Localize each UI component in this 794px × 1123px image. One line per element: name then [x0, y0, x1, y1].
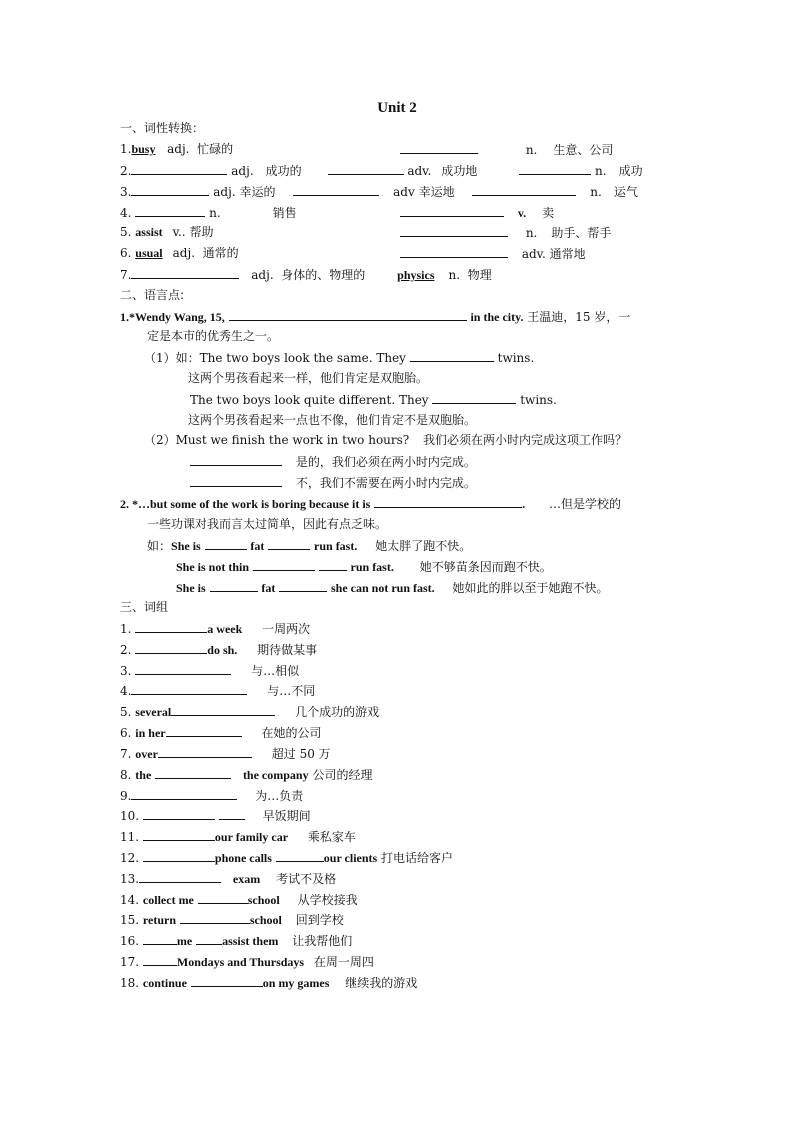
answer-blank[interactable]: [139, 870, 221, 883]
phrase-18: 18. continue on my games 继续我的游戏: [120, 976, 418, 990]
answer-blank[interactable]: [135, 641, 207, 654]
page-title: Unit 2: [377, 100, 417, 116]
phrase-8: 8. the the company 公司的经理: [120, 768, 373, 782]
answer-blank[interactable]: [155, 766, 231, 779]
answer-blank[interactable]: [219, 807, 245, 820]
answer-blank[interactable]: [276, 849, 324, 862]
answer-blank[interactable]: [131, 183, 209, 196]
rule-example-1: 如：She is fat run fast. 她太胖了跑不快。: [147, 539, 472, 553]
phrase-5: 5. several 几个成功的游戏: [120, 705, 380, 719]
answer-blank[interactable]: [171, 703, 275, 716]
answer-blank[interactable]: [180, 911, 250, 924]
phrase-11: 11. our family car 乘私家车: [120, 830, 356, 844]
part1-row-3: 3. adj. 幸运的 adv 幸运地 n. 运气: [120, 185, 638, 199]
answer-blank[interactable]: [253, 558, 315, 571]
answer-blank[interactable]: [268, 537, 310, 550]
part1-row-1-right: n. 生意、公司: [400, 141, 613, 158]
answer-blank[interactable]: [472, 183, 576, 196]
phrase-1: 1. a week 一周两次: [120, 622, 311, 636]
part1-row-6-right: adv. 通常地: [400, 245, 586, 262]
answer-blank[interactable]: [519, 162, 591, 175]
example-3-answer-no: 不，我们不需要在两小时内完成。: [190, 474, 476, 491]
answer-blank[interactable]: [135, 620, 207, 633]
part1-row-4-right: v. 卖: [400, 204, 554, 221]
answer-blank[interactable]: [131, 266, 239, 279]
answer-blank[interactable]: [205, 537, 247, 550]
answer-blank[interactable]: [131, 787, 237, 800]
part1-row-4: 4. n. 销售: [120, 206, 297, 220]
answer-blank[interactable]: [131, 682, 247, 695]
answer-blank[interactable]: [135, 662, 231, 675]
example-3-answer-yes: 是的，我们必须在两小时内完成。: [190, 453, 476, 470]
answer-blank[interactable]: [210, 579, 258, 592]
answer-blank[interactable]: [229, 308, 467, 321]
example-1-translation: 这两个男孩看起来一样，他们肯定是双胞胎。: [188, 371, 429, 385]
answer-blank[interactable]: [191, 974, 263, 987]
section-heading-1: 一、词性转换：: [120, 121, 205, 135]
phrase-15: 15. return school 回到学校: [120, 913, 344, 927]
answer-blank[interactable]: [190, 453, 282, 466]
answer-blank[interactable]: [143, 849, 215, 862]
phrase-9: 9. 为…负责: [120, 789, 304, 803]
answer-blank[interactable]: [143, 828, 215, 841]
answer-blank[interactable]: [158, 745, 252, 758]
answer-blank[interactable]: [143, 932, 177, 945]
phrase-2: 2. do sh. 期待做某事: [120, 643, 318, 657]
example-2: The two boys look quite different. They twins.: [190, 393, 557, 407]
answer-blank[interactable]: [293, 183, 379, 196]
phrase-6: 6. in her 在她的公司: [120, 726, 322, 740]
answer-blank[interactable]: [135, 204, 205, 217]
rule-example-3: She is fat she can not run fast. 她如此的胖以至于她跑不快。: [176, 581, 609, 595]
phrase-17: 17. Mondays and Thursdays 在周一周四: [120, 955, 374, 969]
answer-blank[interactable]: [279, 579, 327, 592]
answer-blank[interactable]: [166, 724, 242, 737]
answer-blank[interactable]: [374, 495, 522, 508]
answer-blank[interactable]: [400, 224, 508, 237]
section-heading-2: 二、语言点:: [120, 288, 185, 302]
example-3: （2）Must we finish the work in two hours? 我们必须在两小时内完成这项工作吗？: [144, 433, 628, 447]
answer-blank[interactable]: [143, 953, 177, 966]
part1-row-5-right: n. 助手、帮手: [400, 224, 611, 241]
part1-row-6: 6. usual adj. 通常的: [120, 246, 239, 260]
phrase-7: 7. over 超过 50 万: [120, 747, 331, 761]
point-1: 1.*Wendy Wang, 15, in the city. 王温迪，15 岁，一: [120, 310, 631, 324]
answer-blank[interactable]: [400, 141, 478, 154]
point-2-cont: 一些功课对我而言太过简单，因此有点乏味。: [147, 517, 388, 531]
answer-blank[interactable]: [432, 391, 516, 404]
point-1-cont: 定是本市的优秀生之一。: [147, 329, 280, 343]
answer-blank[interactable]: [328, 162, 404, 175]
answer-blank[interactable]: [143, 807, 215, 820]
phrase-3: 3. 与…相似: [120, 664, 300, 678]
point-2: 2. *…but some of the work is boring because it is . …但是学校的: [120, 497, 622, 511]
part1-row-5: 5. assist v.. 帮助: [120, 225, 214, 239]
section-heading-3: 三、词组: [120, 600, 169, 614]
answer-blank[interactable]: [410, 349, 494, 362]
answer-blank[interactable]: [196, 932, 222, 945]
answer-blank[interactable]: [400, 245, 508, 258]
example-1: （1）如：The two boys look the same. They twins.: [144, 351, 535, 365]
example-2-translation: 这两个男孩看起来一点也不像，他们肯定不是双胞胎。: [188, 413, 477, 427]
answer-blank[interactable]: [198, 891, 248, 904]
phrase-10: 10. 早饭期间: [120, 809, 311, 823]
answer-blank[interactable]: [190, 474, 282, 487]
rule-example-2: She is not thin run fast. 她不够苗条因而跑不快。: [176, 560, 552, 574]
phrase-16: 16. me assist them 让我帮他们: [120, 934, 353, 948]
answer-blank[interactable]: [131, 162, 227, 175]
part1-row-7: 7. adj. 身体的、物理的 physics n. 物理: [120, 268, 492, 282]
phrase-14: 14. collect me school 从学校接我: [120, 893, 358, 907]
phrase-4: 4. 与…不同: [120, 684, 316, 698]
answer-blank[interactable]: [400, 204, 504, 217]
part1-row-2: 2. adj. 成功的 adv. 成功地 n. 成功: [120, 164, 643, 178]
phrase-12: 12. phone calls our clients 打电话给客户: [120, 851, 454, 865]
phrase-13: 13. exam 考试不及格: [120, 872, 337, 886]
answer-blank[interactable]: [319, 558, 347, 571]
part1-row-1: 1.busy adj. 忙碌的: [120, 142, 234, 156]
